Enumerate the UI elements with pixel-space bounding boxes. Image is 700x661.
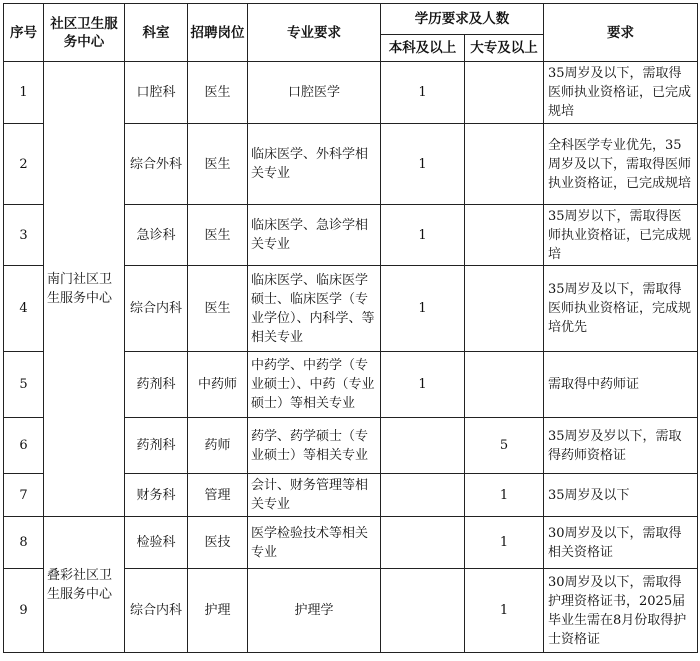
bachelor-cell — [381, 474, 465, 517]
seq-cell: 9 — [4, 569, 44, 653]
center-cell-diecai: 叠彩社区卫生服务中心 — [44, 517, 125, 653]
dept-cell: 药剂科 — [125, 418, 188, 474]
position-cell: 医生 — [188, 266, 248, 352]
position-cell: 医生 — [188, 205, 248, 266]
college-cell — [465, 266, 544, 352]
dept-cell: 检验科 — [125, 517, 188, 569]
seq-cell: 4 — [4, 266, 44, 352]
major-cell: 药学、药学硕士（专业硕士）等相关专业 — [248, 418, 381, 474]
header-edu-group: 学历要求及人数 — [381, 4, 544, 35]
position-cell: 药师 — [188, 418, 248, 474]
header-dept: 科室 — [125, 4, 188, 62]
position-cell: 医生 — [188, 124, 248, 205]
bachelor-cell: 1 — [381, 62, 465, 124]
position-cell: 医技 — [188, 517, 248, 569]
college-cell: 5 — [465, 418, 544, 474]
major-cell: 口腔医学 — [248, 62, 381, 124]
requirement-cell: 30周岁及以下，需取得相关资格证 — [544, 517, 698, 569]
seq-cell: 8 — [4, 517, 44, 569]
bachelor-cell: 1 — [381, 124, 465, 205]
college-cell: 1 — [465, 517, 544, 569]
seq-cell: 3 — [4, 205, 44, 266]
header-bachelor: 本科及以上 — [381, 35, 465, 62]
position-cell: 管理 — [188, 474, 248, 517]
header-major: 专业要求 — [248, 4, 381, 62]
center-cell-nanmen: 南门社区卫生服务中心 — [44, 62, 125, 517]
requirement-cell: 35周岁及以下 — [544, 474, 698, 517]
requirement-cell: 全科医学专业优先，35周岁及以下，需取得医师执业资格证，已完成规培 — [544, 124, 698, 205]
college-cell — [465, 352, 544, 418]
bachelor-cell: 1 — [381, 352, 465, 418]
college-cell — [465, 205, 544, 266]
requirement-cell: 需取得中药师证 — [544, 352, 698, 418]
bachelor-cell: 1 — [381, 266, 465, 352]
requirement-cell: 35周岁及以下，需取得医师执业资格证，已完成规培 — [544, 62, 698, 124]
dept-cell: 综合外科 — [125, 124, 188, 205]
header-row-1 — [4, 4, 698, 35]
seq-cell: 2 — [4, 124, 44, 205]
bachelor-cell — [381, 517, 465, 569]
college-cell — [465, 124, 544, 205]
position-cell: 中药师 — [188, 352, 248, 418]
header-requirements: 要求 — [544, 4, 698, 62]
table-row — [4, 517, 698, 569]
dept-cell: 综合内科 — [125, 569, 188, 653]
major-cell: 中药学、中药学（专业硕士）、中药（专业硕士）等相关专业 — [248, 352, 381, 418]
recruitment-table — [3, 3, 698, 653]
position-cell: 护理 — [188, 569, 248, 653]
major-cell: 临床医学、临床医学硕士、临床医学（专业学位）、内科学、等相关专业 — [248, 266, 381, 352]
seq-cell: 1 — [4, 62, 44, 124]
major-cell: 医学检验技术等相关专业 — [248, 517, 381, 569]
college-cell: 1 — [465, 569, 544, 653]
seq-cell: 6 — [4, 418, 44, 474]
dept-cell: 综合内科 — [125, 266, 188, 352]
major-cell: 会计、财务管理等相关专业 — [248, 474, 381, 517]
major-cell: 护理学 — [248, 569, 381, 653]
requirement-cell: 35周岁及岁以下，需取得药师资格证 — [544, 418, 698, 474]
table-row — [4, 62, 698, 124]
major-cell: 临床医学、外科学相关专业 — [248, 124, 381, 205]
dept-cell: 财务科 — [125, 474, 188, 517]
requirement-cell: 35周岁以下，需取得医师执业资格证，已完成规培 — [544, 205, 698, 266]
bachelor-cell — [381, 418, 465, 474]
requirement-cell: 35周岁及以下，需取得医师执业资格证，完成规培优先 — [544, 266, 698, 352]
seq-cell: 7 — [4, 474, 44, 517]
header-position: 招聘岗位 — [188, 4, 248, 62]
header-center: 社区卫生服务中心 — [44, 4, 125, 62]
bachelor-cell — [381, 569, 465, 653]
major-cell: 临床医学、急诊学相关专业 — [248, 205, 381, 266]
dept-cell: 急诊科 — [125, 205, 188, 266]
header-college: 大专及以上 — [465, 35, 544, 62]
college-cell: 1 — [465, 474, 544, 517]
seq-cell: 5 — [4, 352, 44, 418]
dept-cell: 口腔科 — [125, 62, 188, 124]
college-cell — [465, 62, 544, 124]
position-cell: 医生 — [188, 62, 248, 124]
dept-cell: 药剂科 — [125, 352, 188, 418]
bachelor-cell: 1 — [381, 205, 465, 266]
header-seq: 序号 — [4, 4, 44, 62]
requirement-cell: 30周岁及以下，需取得护理资格证书，2025届毕业生需在8月份取得护士资格证 — [544, 569, 698, 653]
